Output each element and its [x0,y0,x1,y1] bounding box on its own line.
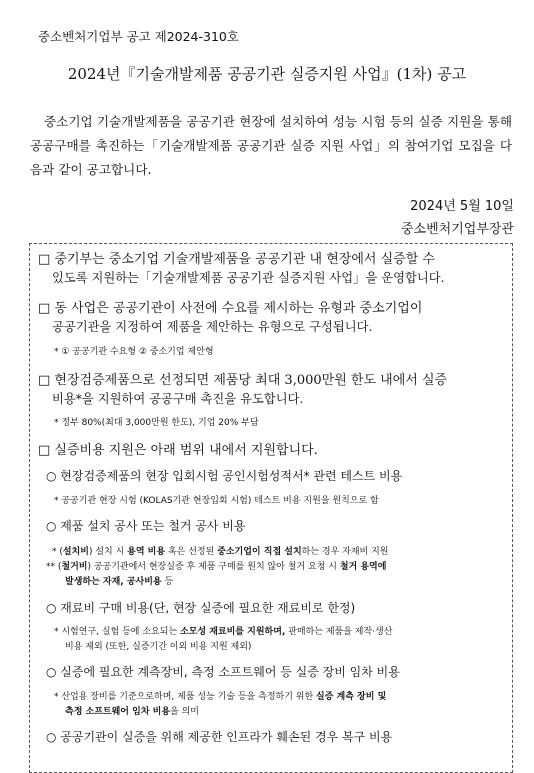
para-2-line-2: 공공기관을 지정하여 제품을 제안하는 유형으로 구성됩니다. [52,320,373,334]
para-1-line-1: □ 중기부는 중소기업 기술개발제품을 공공기관 내 현장에서 실증할 수 [38,252,435,267]
para-2-line-1: □ 동 사업은 공공기관이 사전에 수요를 제시하는 유형과 중소기업이 [38,301,423,316]
cost-item-install-note-3: 발생하는 자재, 공사비용 등 [65,577,174,587]
issuer-name: 중소벤처기업부장관 [400,222,514,237]
summary-box [29,243,513,773]
cost-item-test: ○ 현장검증제품의 현장 입회시험 공인시험성적서* 관련 테스트 비용 [46,469,403,483]
para-2-note: * ① 공공기관 수요형 ② 중소기업 제안형 [54,347,214,357]
cost-item-restoration: ○ 공공기관이 실증을 위해 제공한 인프라가 훼손된 경우 복구 비용 [46,730,393,744]
announcement-date: 2024년 5월 10일 [410,199,514,214]
page-title: 2024년『기술개발제품 공공기관 실증지원 사업』(1차) 공고 [67,65,467,83]
cost-item-install-note-2: ** (철거비) 공공기관에서 현장실증 후 제품 구매를 원치 않아 철거 요청 시 철거 용역에 [46,562,387,572]
cost-item-install-note-1: * (설치비) 설치 시 용역 비용 혹은 선정된 중소기업이 직접 설치하는 경우 자재비 지원 [52,547,389,557]
cost-item-equipment-note-2: 측정 소프트웨어 임차 비용을 의미 [65,707,199,717]
para-1-line-2: 있도록 지원하는「기술개발제품 공공기관 실증지원 사업」을 운영합니다. [52,271,445,285]
cost-item-materials-note-2: 비용 제외 (또한, 실증기간 이외 비용 지원 제외) [65,642,252,652]
cost-item-equipment: ○ 실증에 필요한 계측장비, 측정 소프트웨어 등 실증 장비 임차 비용 [46,665,400,679]
cost-item-test-note: * 공공기관 현장 시험 (KOLAS기관 현장입회 시험) 테스트 비용 지원을 원칙으로 함 [54,496,379,506]
para-3-line-2: 비용*을 지원하여 공공구매 촉진을 유도합니다. [52,392,304,406]
para-4-line-1: □ 실증비용 지원은 아래 범위 내에서 지원합니다. [38,443,318,458]
cost-item-materials: ○ 재료비 구매 비용(단, 현장 실증에 필요한 재료비로 한정) [46,601,356,615]
cost-item-install: ○ 제품 설치 공사 또는 철거 공사 비용 [46,519,246,533]
para-3-line-1: □ 현장검증제품으로 선정되면 제품당 최대 3,000만원 한도 내에서 실증 [38,373,448,388]
intro-paragraph: 중소기업 기술개발제품을 공공기관 현장에 설치하여 성능 시험 등의 실증 지원을 통해 공공구매를 촉진하는「기술개발제품 공공기관 실증 지원 사업」의 참여기업 모집을 다음과 같이 공고합니다. [30,114,512,177]
cost-item-equipment-note-1: * 산업용 장비를 기준으로하며, 제품 성능 기술 등을 측정하기 위한 실증 계측 장비 및 [54,692,387,702]
doc-number: 중소벤처기업부 공고 제2024-310호 [38,29,239,44]
cost-item-materials-note-1: * 시험연구, 실험 등에 소요되는 소모성 재료비를 지원하며, 판매하는 제품을 제작·생산 [54,627,393,637]
para-3-note: * 정부 80%(최대 3,000만원 한도), 기업 20% 부담 [54,418,259,428]
